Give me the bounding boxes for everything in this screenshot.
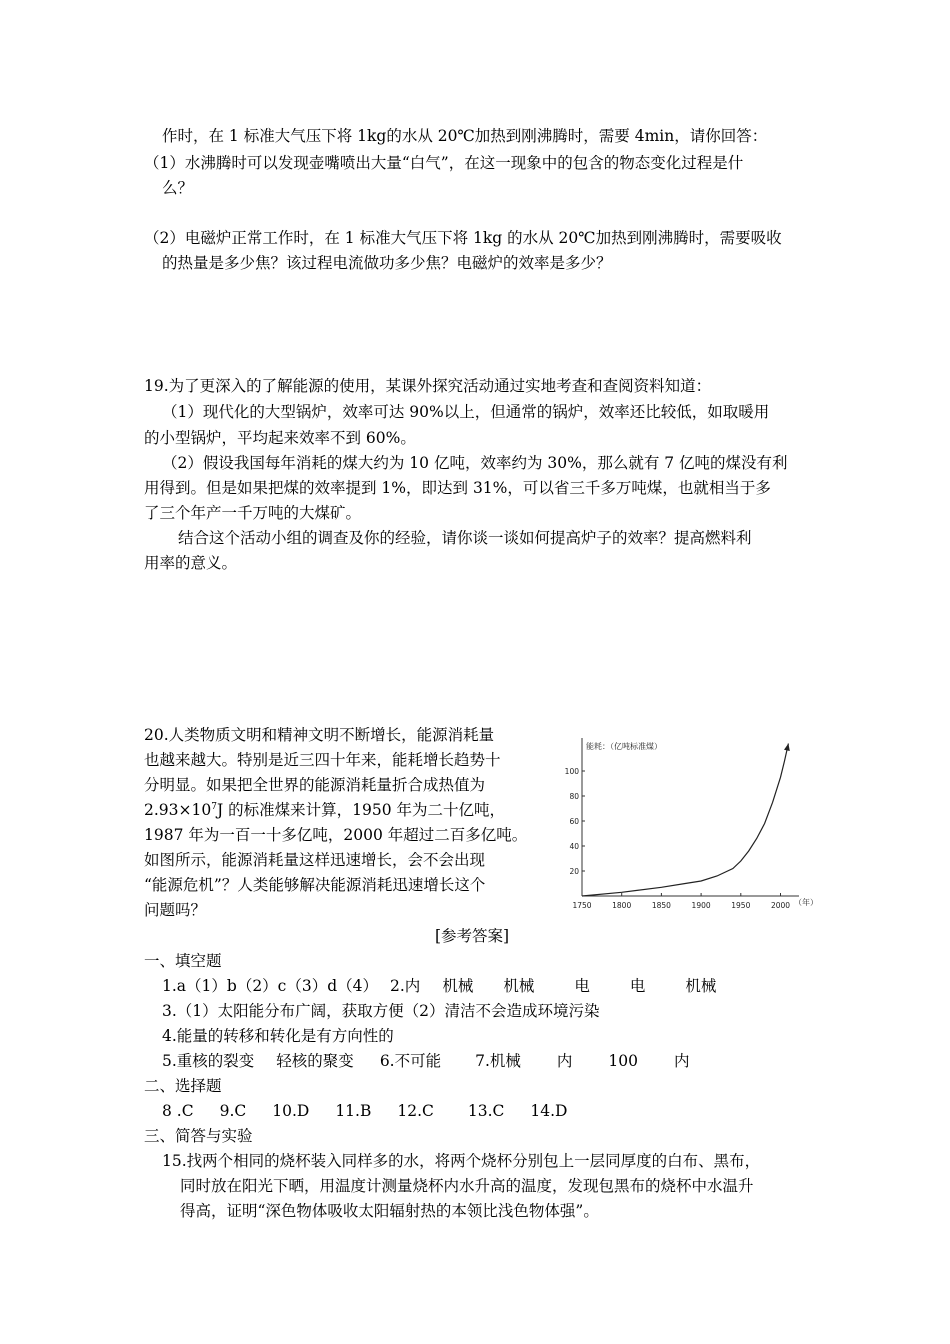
answer-8: 8 .C xyxy=(162,1102,194,1120)
answer-2-e: 电 xyxy=(629,977,646,995)
x-tick-label: 1850 xyxy=(651,901,671,910)
answer-12: 12.C xyxy=(397,1102,434,1120)
answers-8-14 xyxy=(162,1101,567,1121)
answer-2-a: 2.内 xyxy=(390,977,421,995)
q19-line-2: （1）现代化的大型锅炉，效率可达 90%以上，但通常的锅炉，效率还比较低，如取暖用 xyxy=(162,403,770,421)
q18-line-1: 作时，在 1 标准大气压下将 1kg的水从 20℃加热到刚沸腾时，需要 4min，请你回答： xyxy=(162,127,768,145)
answer-4: 4.能量的转移和转化是有方向性的 xyxy=(162,1027,394,1045)
answer-1 xyxy=(162,976,716,996)
q19-line-4: （2）假设我国每年消耗的煤大约为 10 亿吨，效率约为 30%，那么就有 7 亿吨的煤没有利 xyxy=(162,454,788,472)
section-1-title: 一、填空题 xyxy=(144,952,222,970)
section-2-title: 二、选择题 xyxy=(144,1077,222,1095)
q20-line-2: 也越来越大。特别是近三四十年来，能耗增长趋势十 xyxy=(144,751,501,769)
answer-1-a: 1.a（1）b（2）c（3）d（4） xyxy=(162,977,379,995)
answer-14: 14.D xyxy=(530,1102,568,1120)
q20-line-3: 分明显。如果把全世界的能源消耗量折合成热值为 xyxy=(144,776,486,794)
q20-line-4 xyxy=(144,798,505,824)
answer-15-line-2: 同时放在阳光下晒，用温度计测量烧杯内水升高的温度，发现包黑布的烧杯中水温升 xyxy=(180,1177,754,1195)
answer-2-b: 机械 xyxy=(442,977,474,995)
y-tick-label: 40 xyxy=(569,842,579,851)
q20-line-4-b: J 的标准煤来计算，1950 年为二十亿吨， xyxy=(216,801,505,819)
answer-2-f: 机械 xyxy=(685,977,717,995)
q18-part1-line-2: 么？ xyxy=(162,179,194,197)
q20-line-4-a: 2.93×10 xyxy=(144,801,212,819)
answer-7-d: 内 xyxy=(674,1052,690,1070)
q20-line-4-sup: 7 xyxy=(211,802,217,812)
q19-line-3: 的小型锅炉，平均起来效率不到 60%。 xyxy=(144,429,416,447)
section-3-title: 三、简答与实验 xyxy=(144,1127,253,1145)
answer-6: 6.不可能 xyxy=(379,1052,442,1070)
y-axis-label: 能耗：（亿吨标准煤） xyxy=(586,742,662,751)
answer-2-c: 机械 xyxy=(503,977,535,995)
q20-line-1: 20.人类物质文明和精神文明不断增长，能源消耗量 xyxy=(144,726,495,744)
q19-line-8: 用率的意义。 xyxy=(144,554,238,572)
answer-11: 11.B xyxy=(335,1102,372,1120)
q19-line-5: 用得到。但是如果把煤的效率提到 1%，即达到 31%，可以省三千多万吨煤，也就相当于多 xyxy=(144,479,771,497)
q19-line-7: 结合这个活动小组的调查及你的经验，请你谈一谈如何提高炉子的效率？提高燃料利 xyxy=(178,529,752,547)
q18-part2-line-1: （2）电磁炉正常工作时，在 1 标准大气压下将 1kg 的水从 20℃加热到刚沸腾时，需要吸收 xyxy=(144,229,782,247)
y-tick-label: 20 xyxy=(569,867,579,876)
answer-10: 10.D xyxy=(272,1102,310,1120)
x-axis-unit: （年） xyxy=(794,898,818,907)
answer-7-a: 7.机械 xyxy=(475,1052,521,1070)
y-tick-label: 60 xyxy=(569,817,579,826)
x-tick-label: 1900 xyxy=(691,901,711,910)
q20-line-5: 1987 年为一百一十多亿吨，2000 年超过二百多亿吨。 xyxy=(144,826,528,844)
q20-line-7: “能源危机”？人类能够解决能源消耗迅速增长这个 xyxy=(144,876,486,894)
q20-line-8: 问题吗？ xyxy=(144,901,207,919)
y-tick-label: 80 xyxy=(569,792,579,801)
q20-line-6: 如图所示，能源消耗量这样迅速增长，会不会出现 xyxy=(144,851,486,869)
y-tick-label: 100 xyxy=(564,767,579,776)
x-tick-label: 1800 xyxy=(612,901,632,910)
q19-line-6: 了三个年产一千万吨的大煤矿。 xyxy=(144,504,362,522)
answer-15-line-1: 15.找两个相同的烧杯装入同样多的水，将两个烧杯分别包上一层同厚度的白布、黑布， xyxy=(162,1152,761,1170)
answer-13: 13.C xyxy=(467,1102,505,1120)
answers-title: [参考答案] xyxy=(435,927,510,945)
answer-5-b: 轻核的聚变 xyxy=(276,1052,354,1070)
x-tick-label: 2000 xyxy=(770,901,791,910)
q18-part1-line-1: （1）水沸腾时可以发现壶嘴喷出大量“白气”，在这一现象中的包含的物态变化过程是什 xyxy=(144,154,744,172)
answer-5-a: 5.重核的裂变 xyxy=(162,1052,255,1070)
q18-part2-line-2: 的热量是多少焦？该过程电流做功多少焦？电磁炉的效率是多少？ xyxy=(162,254,612,272)
consumption-curve xyxy=(582,744,788,897)
q19-line-1: 19.为了更深入的了解能源的使用，某课外探究活动通过实地考查和查阅资料知道： xyxy=(144,377,712,395)
energy-consumption-chart xyxy=(556,722,818,917)
answer-2-d: 电 xyxy=(574,977,590,995)
answer-7-b: 内 xyxy=(556,1052,573,1070)
x-tick-label: 1950 xyxy=(731,901,751,910)
answer-7-c: 100 xyxy=(608,1052,639,1070)
answer-3: 3.（1）太阳能分布广阔，获取方便（2）清洁不会造成环境污染 xyxy=(162,1002,600,1020)
answer-15-line-3: 得高，证明“深色物体吸收太阳辐射热的本领比浅色物体强”。 xyxy=(180,1202,599,1220)
x-tick-label: 1750 xyxy=(572,901,592,910)
answer-9: 9.C xyxy=(219,1102,247,1120)
curve-arrow xyxy=(784,744,790,752)
answer-5-7 xyxy=(162,1051,690,1071)
